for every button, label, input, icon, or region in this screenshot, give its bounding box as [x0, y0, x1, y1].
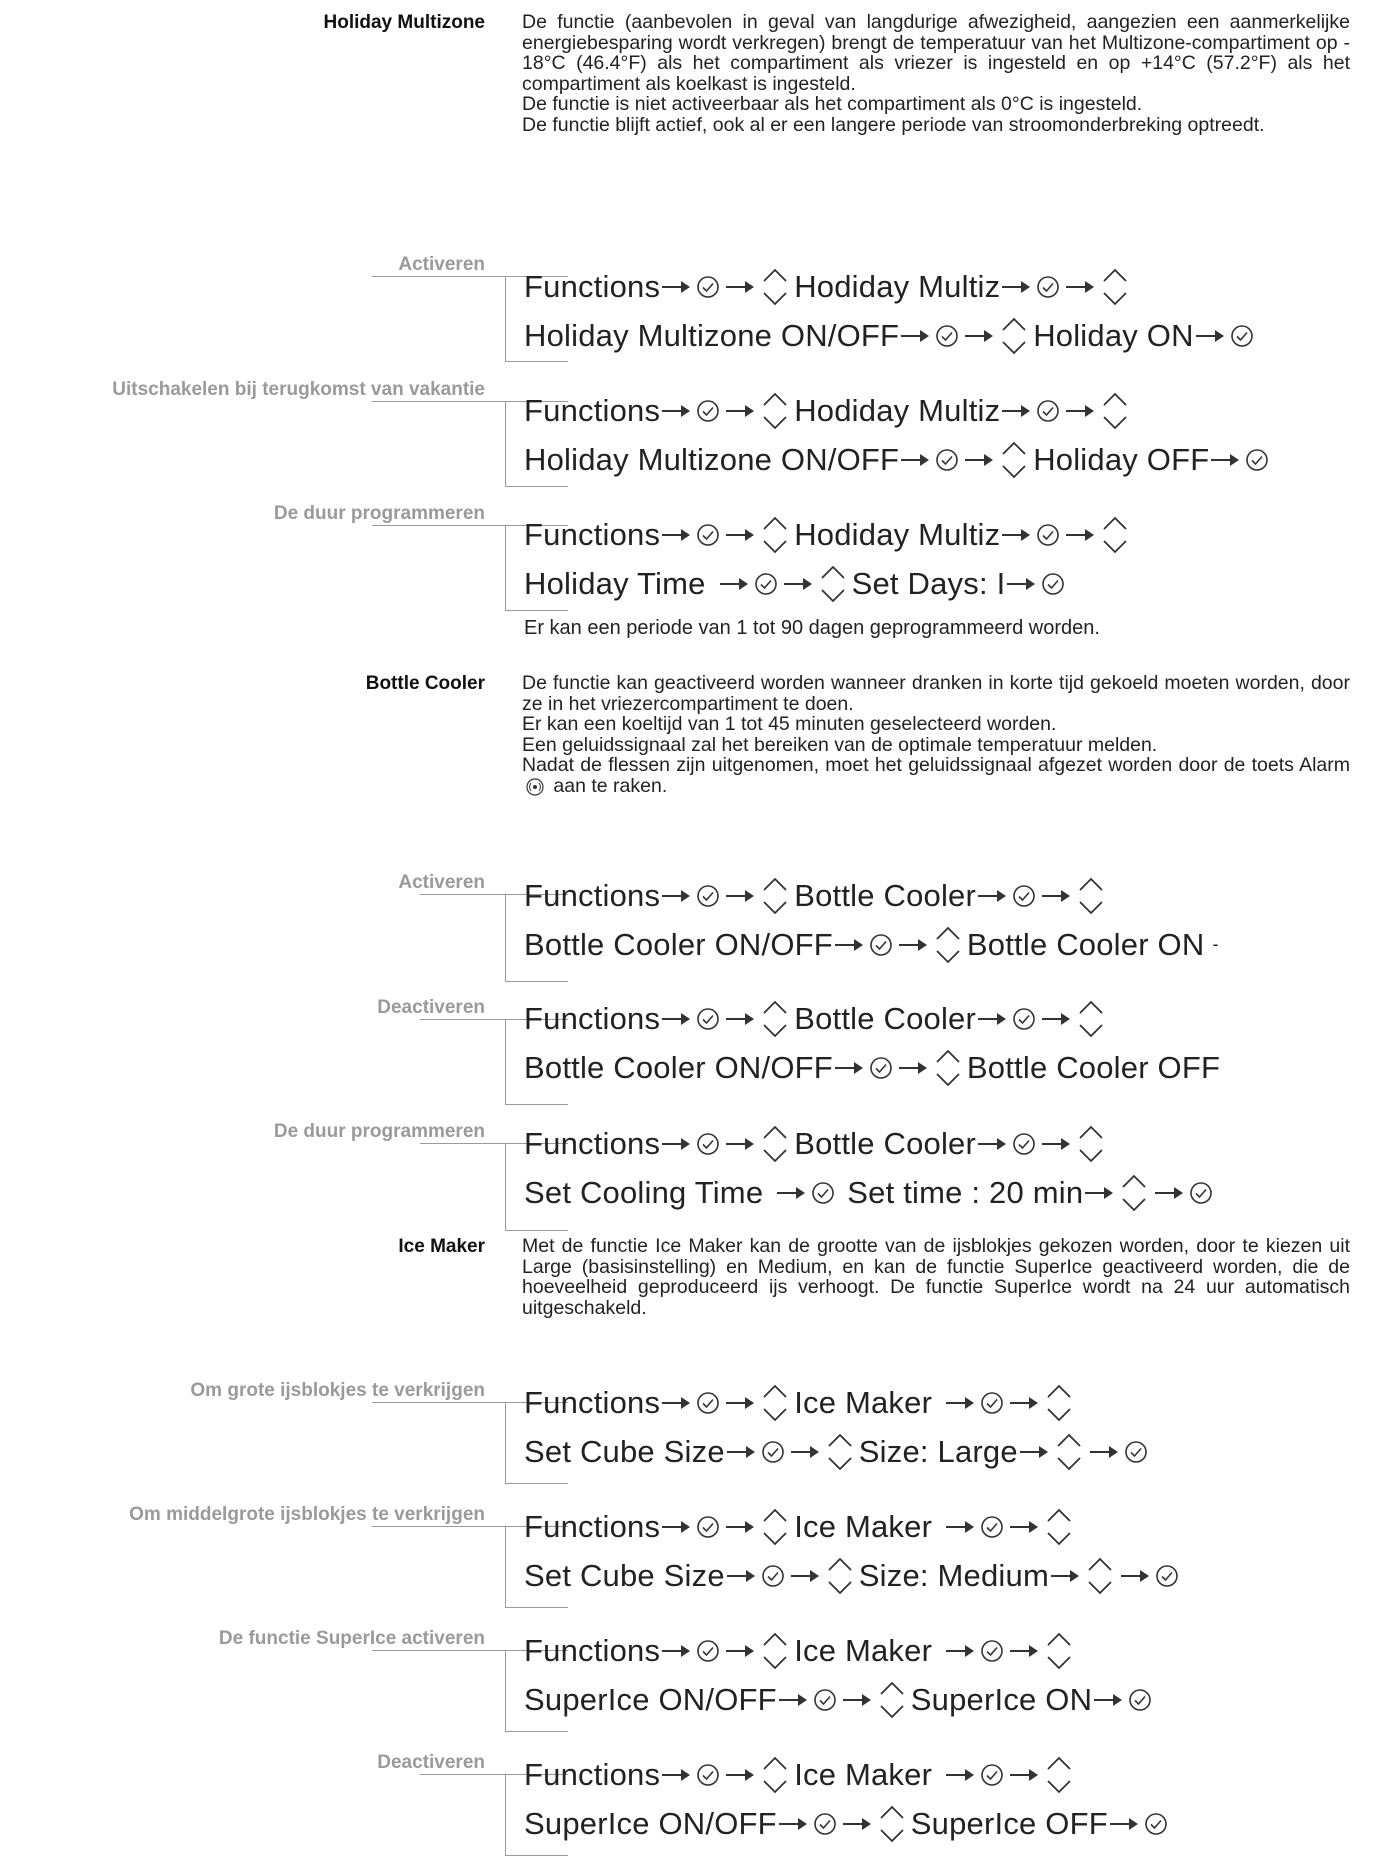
leader-line: [372, 1650, 505, 1651]
bottle-cooler-item: Bottle Cooler: [794, 1001, 977, 1036]
right-arrow-icon: [898, 1058, 928, 1078]
confirm-check-icon: [696, 884, 720, 908]
confirm-check-icon: [813, 1812, 837, 1836]
confirm-check-icon: [761, 1440, 785, 1464]
confirm-check-icon: [696, 1763, 720, 1787]
confirm-check-icon: [935, 448, 959, 472]
holiday-off-label: Uitschakelen bij terugkomst van vakantie: [112, 379, 485, 400]
up-down-chevron-icon: [1044, 1380, 1074, 1426]
right-arrow-icon: [1006, 574, 1036, 594]
confirm-check-icon: [696, 1391, 720, 1415]
right-arrow-icon: [726, 1566, 756, 1586]
up-down-chevron-icon: [818, 561, 848, 607]
bottle-description: [522, 673, 1350, 797]
ice-para-1: Met de functie Ice Maker kan de grootte van de ijsblokjes gekozen worden, door te kiezen uit Large (basisinstelling) en Medium, en kan de functie SuperIce geactiveerd worden, die de hoeveelheid geproduceerd ijs verhoogt. De functie SuperIce wordt na 24 uur automatisch uitgeschakeld.: [522, 1235, 1350, 1319]
trailing-dash: -: [1212, 934, 1219, 954]
right-arrow-icon: [661, 1517, 691, 1537]
size-large-item: Size: Large: [858, 1434, 1018, 1469]
right-arrow-icon: [945, 1641, 975, 1661]
right-arrow-icon: [1001, 525, 1031, 545]
confirm-check-icon: [869, 933, 893, 957]
functions-menu: Functions: [524, 1509, 661, 1544]
functions-menu: Functions: [524, 517, 661, 552]
confirm-check-icon: [761, 1564, 785, 1588]
leader-line: [372, 525, 505, 526]
leader-line: [420, 1774, 505, 1775]
right-arrow-icon: [977, 886, 1007, 906]
up-down-chevron-icon: [760, 873, 790, 919]
right-arrow-icon: [1065, 401, 1095, 421]
up-down-chevron-icon: [760, 388, 790, 434]
bottle-para-3: Een geluidssignaal zal het bereiken van de optimale temperatuur melden.: [522, 733, 1158, 756]
leader-line: [420, 1019, 505, 1020]
confirm-check-icon: [811, 1181, 835, 1205]
right-arrow-icon: [661, 886, 691, 906]
right-arrow-icon: [661, 277, 691, 297]
confirm-check-icon: [1144, 1812, 1168, 1836]
leader-line: [372, 276, 505, 277]
bottle-activate-label: Activeren: [398, 872, 485, 893]
confirm-check-icon: [1012, 1132, 1036, 1156]
bottle-para-1: De functie kan geactiveerd worden wanneer dranken in korte tijd gekoeld moeten worden, door ze in het vriezercompartiment te doen.: [522, 672, 1350, 715]
bottle-deactivate-sequence: [524, 994, 1220, 1092]
hodiday-multiz-item: Hodiday Multiz: [794, 393, 1001, 428]
up-down-chevron-icon: [877, 1677, 907, 1723]
right-arrow-icon: [977, 1009, 1007, 1029]
right-arrow-icon: [1009, 1641, 1039, 1661]
ice-maker-title: Ice Maker: [398, 1236, 485, 1257]
ice-large-sequence: [524, 1378, 1152, 1476]
ice-medium-sequence: [524, 1502, 1183, 1600]
holiday-on-item: Holiday ON: [1033, 318, 1194, 353]
right-arrow-icon: [778, 1814, 808, 1834]
right-arrow-icon: [778, 1690, 808, 1710]
right-arrow-icon: [834, 935, 864, 955]
right-arrow-icon: [725, 1517, 755, 1537]
leader-line: [372, 1526, 505, 1527]
confirm-check-icon: [980, 1391, 1004, 1415]
confirm-check-icon: [1155, 1564, 1179, 1588]
functions-menu: Functions: [524, 878, 661, 913]
confirm-check-icon: [1041, 572, 1065, 596]
holiday-onoff-item: Holiday Multizone ON/OFF: [524, 442, 900, 477]
up-down-chevron-icon: [1100, 388, 1130, 434]
up-down-chevron-icon: [760, 1752, 790, 1798]
holiday-para-2: De functie is niet activeerbaar als het compartiment als 0°C is ingesteld.: [522, 93, 1143, 116]
right-arrow-icon: [1065, 525, 1095, 545]
up-down-chevron-icon: [1100, 264, 1130, 310]
right-arrow-icon: [1009, 1765, 1039, 1785]
up-down-chevron-icon: [877, 1801, 907, 1847]
bottle-activate-sequence: [524, 871, 1219, 969]
right-arrow-icon: [1001, 401, 1031, 421]
up-down-chevron-icon: [825, 1429, 855, 1475]
functions-menu: Functions: [524, 1633, 661, 1668]
bottle-duration-label: De duur programmeren: [273, 1121, 485, 1142]
confirm-check-icon: [1012, 1007, 1036, 1031]
confirm-check-icon: [1230, 324, 1254, 348]
right-arrow-icon: [834, 1058, 864, 1078]
confirm-check-icon: [696, 523, 720, 547]
up-down-chevron-icon: [760, 1121, 790, 1167]
bottle-off-item: Bottle Cooler OFF: [966, 1050, 1221, 1085]
right-arrow-icon: [1089, 1442, 1119, 1462]
confirm-check-icon: [696, 1007, 720, 1031]
bottle-cooler-item: Bottle Cooler: [794, 878, 977, 913]
leader-line: [372, 1402, 505, 1403]
up-down-chevron-icon: [760, 264, 790, 310]
superice-activate-sequence: [524, 1626, 1156, 1724]
up-down-chevron-icon: [1076, 996, 1106, 1042]
right-arrow-icon: [790, 1442, 820, 1462]
right-arrow-icon: [842, 1814, 872, 1834]
up-down-chevron-icon: [760, 1628, 790, 1674]
right-arrow-icon: [1050, 1566, 1080, 1586]
up-down-chevron-icon: [1044, 1752, 1074, 1798]
bottle-para-4: [522, 755, 1350, 796]
ice-description: [522, 1236, 1350, 1318]
confirm-check-icon: [935, 324, 959, 348]
up-down-chevron-icon: [760, 1504, 790, 1550]
bottle-onoff-item: Bottle Cooler ON/OFF: [524, 1050, 833, 1085]
set-cube-size-item: Set Cube Size: [524, 1558, 725, 1593]
confirm-check-icon: [696, 275, 720, 299]
right-arrow-icon: [661, 401, 691, 421]
right-arrow-icon: [945, 1765, 975, 1785]
holiday-off-sequence: [524, 386, 1273, 484]
right-arrow-icon: [725, 401, 755, 421]
right-arrow-icon: [725, 1393, 755, 1413]
functions-menu: Functions: [524, 1757, 661, 1792]
holiday-activate-label: Activeren: [398, 254, 485, 275]
right-arrow-icon: [725, 1641, 755, 1661]
superice-onoff-item: SuperIce ON/OFF: [524, 1682, 777, 1717]
right-arrow-icon: [661, 1134, 691, 1154]
right-arrow-icon: [1009, 1517, 1039, 1537]
superice-deactivate-label: Deactiveren: [377, 1752, 485, 1773]
right-arrow-icon: [719, 574, 749, 594]
right-arrow-icon: [783, 574, 813, 594]
right-arrow-icon: [776, 1183, 806, 1203]
up-down-chevron-icon: [933, 1045, 963, 1091]
right-arrow-icon: [1154, 1183, 1184, 1203]
bottle-cooler-item: Bottle Cooler: [794, 1126, 977, 1161]
up-down-chevron-icon: [1044, 1628, 1074, 1674]
up-down-chevron-icon: [1054, 1429, 1084, 1475]
set-cube-size-item: Set Cube Size: [524, 1434, 725, 1469]
up-down-chevron-icon: [1100, 512, 1130, 558]
confirm-check-icon: [1036, 399, 1060, 423]
right-arrow-icon: [661, 1393, 691, 1413]
leader-line: [372, 401, 505, 402]
right-arrow-icon: [661, 1765, 691, 1785]
confirm-check-icon: [1245, 448, 1269, 472]
right-arrow-icon: [1041, 1009, 1071, 1029]
confirm-check-icon: [1189, 1181, 1213, 1205]
holiday-duration-label: De duur programmeren: [273, 503, 485, 524]
confirm-check-icon: [696, 399, 720, 423]
hodiday-multiz-item: Hodiday Multiz: [794, 517, 1001, 552]
up-down-chevron-icon: [1044, 1504, 1074, 1550]
functions-menu: Functions: [524, 1126, 661, 1161]
ice-maker-item: Ice Maker: [794, 1509, 933, 1544]
right-arrow-icon: [945, 1393, 975, 1413]
confirm-check-icon: [1036, 275, 1060, 299]
right-arrow-icon: [1084, 1183, 1114, 1203]
holiday-off-item: Holiday OFF: [1033, 442, 1210, 477]
right-arrow-icon: [898, 935, 928, 955]
right-arrow-icon: [977, 1134, 1007, 1154]
up-down-chevron-icon: [1076, 873, 1106, 919]
right-arrow-icon: [725, 1134, 755, 1154]
leader-line: [420, 894, 505, 895]
superice-deactivate-sequence: [524, 1750, 1172, 1848]
bottle-onoff-item: Bottle Cooler ON/OFF: [524, 927, 833, 962]
right-arrow-icon: [1001, 277, 1031, 297]
confirm-check-icon: [869, 1056, 893, 1080]
holiday-onoff-item: Holiday Multizone ON/OFF: [524, 318, 900, 353]
superice-activate-label: De functie SuperIce activeren: [218, 1628, 485, 1649]
right-arrow-icon: [1041, 886, 1071, 906]
holiday-para-1: De functie (aanbevolen in geval van langdurige afwezigheid, aangezien een aanmerkelijke energiebesparing wordt verkregen) brengt de temperatuur van het Multizone-compartiment op - 18°C (46.4°F) als het compartiment als vriezer is ingesteld en op +14°C (57.2°F) als het compartiment als koelkast is ingesteld.: [522, 11, 1350, 95]
functions-menu: Functions: [524, 393, 661, 428]
up-down-chevron-icon: [760, 996, 790, 1042]
functions-menu: Functions: [524, 1001, 661, 1036]
holiday-multizone-title: Holiday Multizone: [323, 12, 485, 33]
right-arrow-icon: [1065, 277, 1095, 297]
up-down-chevron-icon: [933, 922, 963, 968]
right-arrow-icon: [661, 1009, 691, 1029]
up-down-chevron-icon: [999, 313, 1029, 359]
right-arrow-icon: [1041, 1134, 1071, 1154]
right-arrow-icon: [1009, 1393, 1039, 1413]
right-arrow-icon: [1093, 1690, 1123, 1710]
bottle-deactivate-label: Deactiveren: [377, 997, 485, 1018]
ice-maker-item: Ice Maker: [794, 1757, 933, 1792]
holiday-duration-note: Er kan een periode van 1 tot 90 dagen geprogrammeerd worden.: [524, 617, 1100, 639]
bottle-on-item: Bottle Cooler ON: [966, 927, 1205, 962]
right-arrow-icon: [726, 1442, 756, 1462]
right-arrow-icon: [1019, 1442, 1049, 1462]
right-arrow-icon: [964, 326, 994, 346]
superice-off-item: SuperIce OFF: [910, 1806, 1108, 1841]
right-arrow-icon: [1210, 450, 1240, 470]
confirm-check-icon: [813, 1688, 837, 1712]
right-arrow-icon: [725, 525, 755, 545]
confirm-check-icon: [1124, 1440, 1148, 1464]
right-arrow-icon: [964, 450, 994, 470]
right-arrow-icon: [945, 1517, 975, 1537]
right-arrow-icon: [1109, 1814, 1139, 1834]
confirm-check-icon: [1036, 523, 1060, 547]
up-down-chevron-icon: [1076, 1121, 1106, 1167]
right-arrow-icon: [842, 1690, 872, 1710]
right-arrow-icon: [790, 1566, 820, 1586]
up-down-chevron-icon: [999, 437, 1029, 483]
superice-on-item: SuperIce ON: [910, 1682, 1093, 1717]
holiday-duration-sequence: [524, 510, 1134, 608]
confirm-check-icon: [754, 572, 778, 596]
confirm-check-icon: [980, 1763, 1004, 1787]
confirm-check-icon: [696, 1132, 720, 1156]
size-medium-item: Size: Medium: [858, 1558, 1049, 1593]
right-arrow-icon: [661, 1641, 691, 1661]
confirm-check-icon: [980, 1639, 1004, 1663]
set-days-item: Set Days: I: [851, 566, 1006, 601]
holiday-time-item: Holiday Time: [524, 566, 706, 601]
right-arrow-icon: [900, 326, 930, 346]
right-arrow-icon: [725, 277, 755, 297]
ice-large-label: Om grote ijsblokjes te verkrijgen: [190, 1380, 485, 1401]
functions-menu: Functions: [524, 1385, 661, 1420]
confirm-check-icon: [1128, 1688, 1152, 1712]
hodiday-multiz-item: Hodiday Multiz: [794, 269, 1001, 304]
bottle-duration-sequence: [524, 1119, 1217, 1217]
ice-maker-item: Ice Maker: [794, 1633, 933, 1668]
ice-maker-item: Ice Maker: [794, 1385, 933, 1420]
right-arrow-icon: [900, 450, 930, 470]
holiday-para-3: De functie blijft actief, ook al er een langere periode van stroomonderbreking optreedt.: [522, 113, 1265, 136]
alarm-icon: [522, 777, 548, 797]
functions-menu: Functions: [524, 269, 661, 304]
bottle-para-2: Er kan een koeltijd van 1 tot 45 minuten geselecteerd worden.: [522, 713, 1057, 736]
ice-medium-label: Om middelgrote ijsblokjes te verkrijgen: [129, 1504, 485, 1525]
superice-onoff-item: SuperIce ON/OFF: [524, 1806, 777, 1841]
up-down-chevron-icon: [760, 512, 790, 558]
up-down-chevron-icon: [825, 1553, 855, 1599]
confirm-check-icon: [1012, 884, 1036, 908]
leader-line: [420, 1143, 505, 1144]
bottle-cooler-title: Bottle Cooler: [365, 673, 485, 694]
bottle-para-4a: Nadat de flessen zijn uitgenomen, moet het geluidssignaal afgezet worden door de toets Alarm: [522, 754, 1350, 777]
right-arrow-icon: [661, 525, 691, 545]
right-arrow-icon: [1195, 326, 1225, 346]
bottle-para-4b: aan te raken.: [553, 774, 668, 797]
confirm-check-icon: [980, 1515, 1004, 1539]
right-arrow-icon: [725, 886, 755, 906]
up-down-chevron-icon: [760, 1380, 790, 1426]
holiday-activate-sequence: [524, 262, 1258, 360]
holiday-description: [522, 12, 1350, 136]
up-down-chevron-icon: [1085, 1553, 1115, 1599]
right-arrow-icon: [1120, 1566, 1150, 1586]
set-time-item: Set time : 20 min: [847, 1175, 1084, 1210]
confirm-check-icon: [696, 1639, 720, 1663]
right-arrow-icon: [725, 1765, 755, 1785]
set-cooling-time-item: Set Cooling Time: [524, 1175, 764, 1210]
confirm-check-icon: [696, 1515, 720, 1539]
right-arrow-icon: [725, 1009, 755, 1029]
up-down-chevron-icon: [1119, 1170, 1149, 1216]
